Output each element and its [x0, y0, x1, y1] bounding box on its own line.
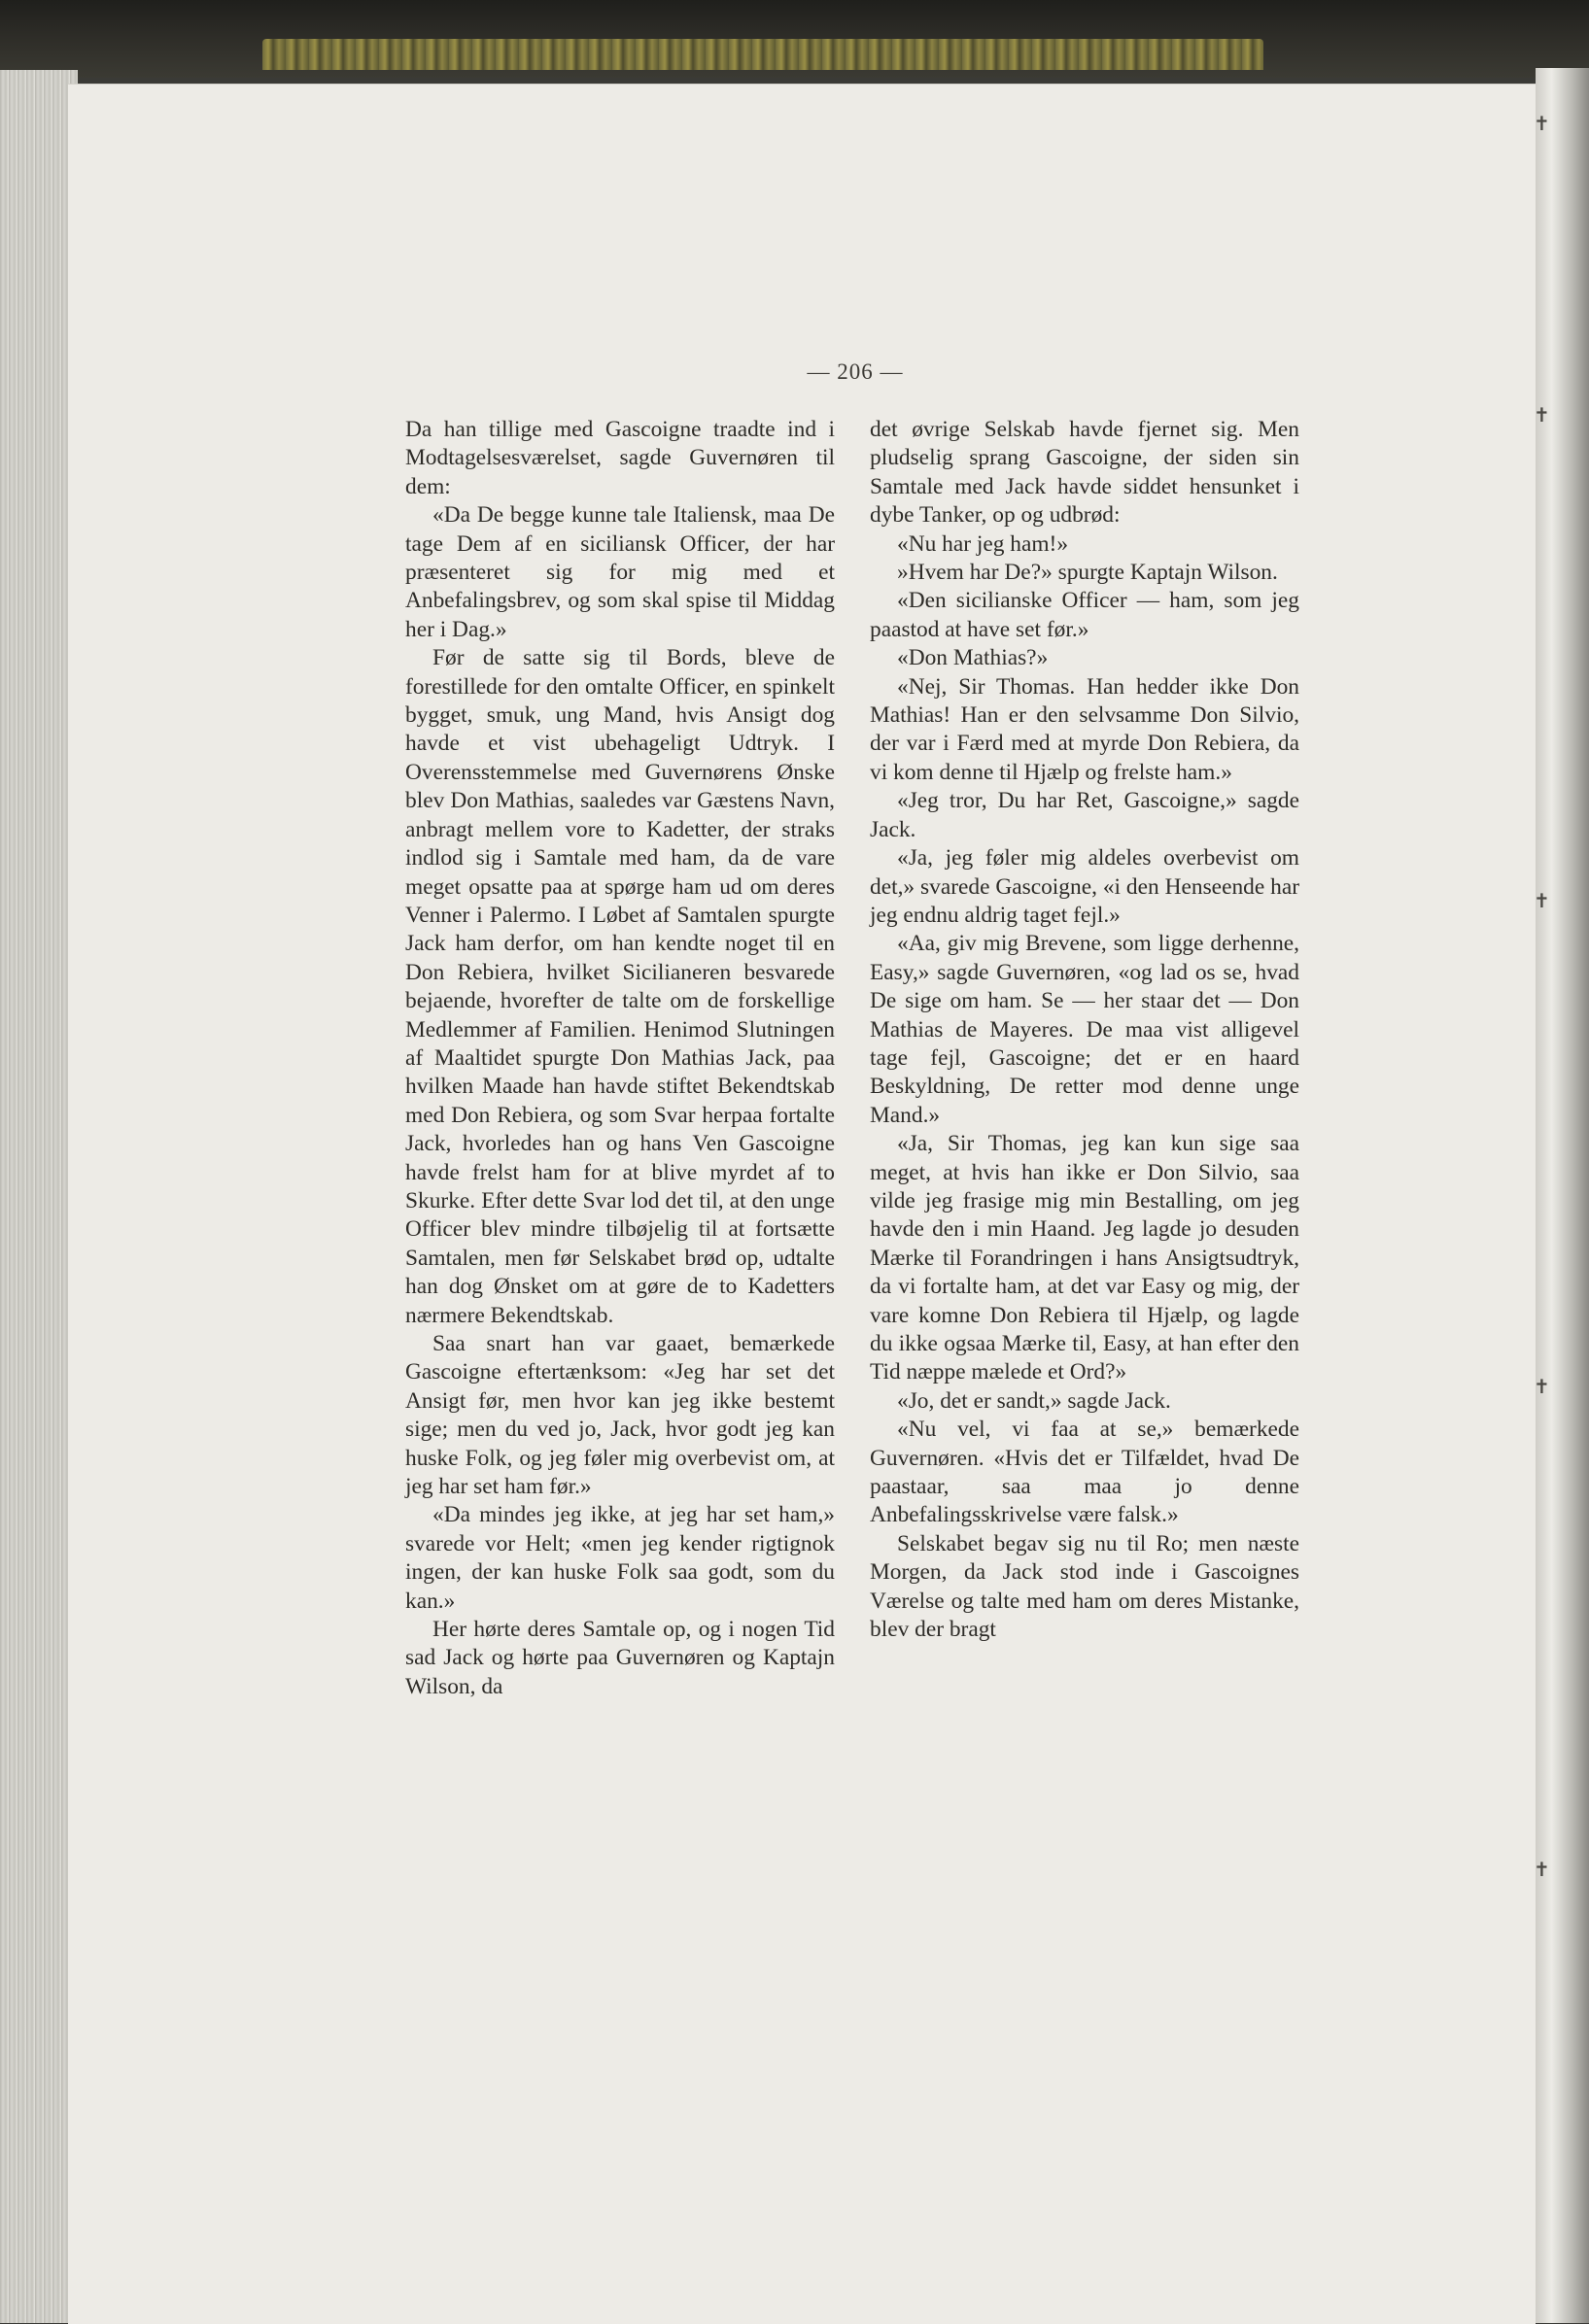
paragraph: Selskabet begav sig nu til Ro; men næste Morgen, da Jack stod inde i Gascoignes Værelse og talte med ham om deres Mistanke, blev der bragt: [870, 1530, 1299, 1643]
paragraph: Før de satte sig til Bords, bleve de forestillede for den omtalte Officer, en spinkelt bygget, smuk, ung Mand, hvis Ansigt dog havde et vist ubehageligt Udtryk. I Overensstemmelse med Guvernørens Ønske blev Don Mathias, saaledes var Gæstens Navn, anbragt mellem vore to Kadetter, der straks indlod sig i Samtale med ham, da de vare meget opsatte paa at spørge ham ud om deres Venner i Palermo. I Løbet af Samtalen spurgte Jack ham derfor, om han kendte noget til en Don Rebiera, hvilket Sicilianeren besvarede bejaende, hvorefter de talte om de forskellige Medlemmer af Familien. Henimod Slutningen af Maaltidet spurgte Don Mathias Jack, paa hvilken Maade han havde stiftet Bekendtskab med Don Rebiera, og som Svar herpaa fortalte Jack, hvorledes han og hans Ven Gascoigne havde frelst ham for at blive myrdet af to Skurke. Efter dette Svar lod det til, at den unge Officer blev mindre tilbøjelig til at fortsætte Samtalen, men før Selskabet brød op, udtalte han dog Ønsket om at gøre de to Kadetters nærmere Bekendtskab.: [405, 645, 835, 1328]
margin-mark: ✝: [1534, 405, 1550, 427]
paragraph: «Jo, det er sandt,» sagde Jack.: [897, 1387, 1171, 1414]
paragraph: «Da De begge kunne tale Italiensk, maa De tage Dem af en siciliansk Officer, der har præsenteret sig for mig med et Anbefalingsbrev, og som skal spise til Middag her i Dag.»: [405, 502, 835, 642]
paragraph: «Nej, Sir Thomas. Han hedder ikke Don Mathias! Han er den selvsamme Don Silvio, der var i Færd med at myrde Don Rebiera, da vi kom denne til Hjælp og frelste ham.»: [870, 673, 1299, 785]
paragraph: «Nu har jeg ham!»: [897, 530, 1069, 557]
text-column-left: [405, 416, 835, 1701]
paragraph: det øvrige Selskab havde fjernet sig. Men pludselig sprang Gascoigne, der siden sin Samtale med Jack havde siddet hensunket i dybe Tanker, op og udbrød:: [870, 417, 1299, 529]
paragraph: «Da mindes jeg ikke, at jeg har set ham,» svarede vor Helt; «men jeg kender rigtignok ingen, der kan huske Folk saa godt, som du kan.»: [405, 1502, 835, 1614]
paragraph: «Jeg tror, Du har Ret, Gascoigne,» sagde Jack.: [870, 788, 1299, 842]
paragraph: «Aa, giv mig Brevene, som ligge derhenne, Easy,» sagde Guvernøren, «og lad os se, hvad De sige om ham. Se — her staar det — Don Mathias de Mayeres. De maa vist alligevel tage fejl, Gascoigne; det er en haard Beskyldning, De retter mod denne unge Mand.»: [870, 931, 1299, 1128]
margin-mark: ✝: [1534, 114, 1550, 135]
margin-mark: ✝: [1534, 891, 1550, 912]
paragraph: »Hvem har De?» spurgte Kaptajn Wilson.: [897, 560, 1278, 586]
paragraph: «Ja, Sir Thomas, jeg kan kun sige saa meget, at hvis han ikke er Don Silvio, saa vilde jeg frasige mig min Bestalling, om jeg havde den i min Haand. Jeg lagde jo desuden Mærke til Forandringen i hans Ansigtsudtryk, da vi fortalte ham, at det var Easy og mig, der vare komne Don Rebiera til Hjælp, og lagde du ikke ogsaa Mærke til, Easy, at han efter den Tid næppe mælede et Ord?»: [870, 1131, 1299, 1385]
paragraph: «Nu vel, vi faa at se,» bemærkede Guvernøren. «Hvis det er Tilfældet, hvad De paastaar, saa maa jo denne Anbefalingsskrivelse være falsk.»: [870, 1417, 1299, 1528]
text-column-right: [870, 416, 1299, 1644]
paragraph: Her hørte deres Samtale op, og i nogen Tid sad Jack og hørte paa Guvernøren og Kaptajn Wilson, da: [405, 1617, 835, 1699]
paragraph: «Don Mathias?»: [897, 645, 1049, 671]
margin-mark: ✝: [1534, 1860, 1550, 1881]
book-page-edge: [262, 39, 1263, 70]
margin-mark: ✝: [1534, 1377, 1550, 1398]
paragraph: Da han tillige med Gascoigne traadte ind i Modtagelsesværelset, sagde Guvernøren til dem:: [405, 417, 835, 499]
paragraph: Saa snart han var gaaet, bemærkede Gascoigne eftertænksom: «Jeg har set det Ansigt før, men hvor kan jeg ikke bestemt sige; men du ved jo, Jack, hvor godt jeg kan huske Folk, og jeg føler mig overbevist om, at jeg har set ham før.»: [405, 1331, 835, 1500]
page-number: — 206 —: [807, 359, 904, 384]
page-stack-edge: [0, 70, 78, 2323]
paragraph: «Den sicilianske Officer — ham, som jeg paastod at have set før.»: [870, 588, 1299, 642]
paragraph: «Ja, jeg føler mig aldeles overbevist om det,» svarede Gascoigne, «i den Henseende har jeg endnu aldrig taget fejl.»: [870, 845, 1299, 928]
